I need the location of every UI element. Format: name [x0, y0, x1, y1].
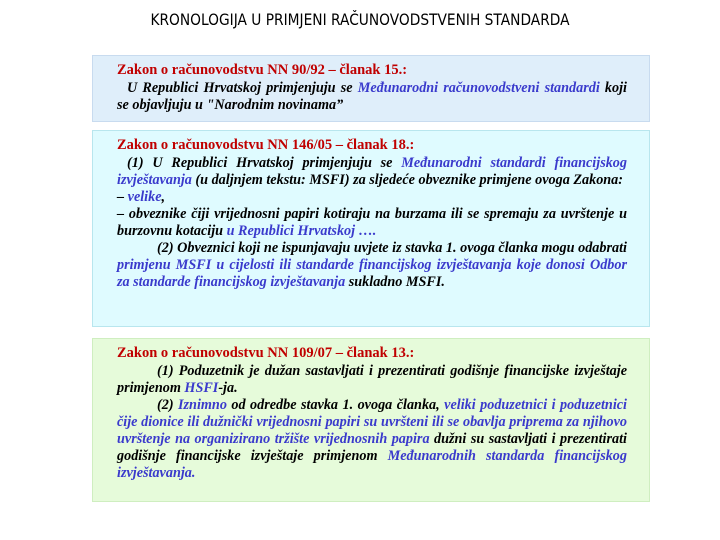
highlighted-text: Međunarodni standardi financijskog izvještavanja: [117, 155, 627, 188]
text-run: (1) U Republici Hrvatskoj primjenjuju se: [127, 155, 402, 171]
text-run: ,: [161, 189, 166, 205]
list-item: [117, 206, 627, 240]
highlighted-text: velike: [127, 189, 162, 205]
highlighted-text: Međunarodni računovodstveni standardi: [357, 80, 600, 96]
text-run: (1) Poduzetnik je dužan sastavljati i prezentirati godišnje financijske izvještaje primjenom: [117, 363, 627, 396]
highlighted-text: primjenu MSFI u cijelosti ili standarde financijskog izvještavanja koje donosi Odbor za standarde financijskog izvještavanja: [117, 257, 627, 290]
law-heading: Zakon o računovodstvu NN 146/05 – članak 18.:: [117, 137, 415, 153]
law-paragraph: [117, 240, 627, 291]
text-run: U Republici Hrvatskoj primjenjuju se: [127, 80, 358, 96]
highlighted-text: HSFI: [184, 380, 219, 396]
text-run: –: [117, 189, 128, 205]
text-run: (2) Obveznici koji ne ispunjavaju uvjete iz stavka 1. ovoga članka mogu odabrati: [157, 240, 627, 256]
law-box-nn-146-05: [92, 130, 650, 327]
text-run: od odredbe stavka 1. ovoga članka,: [226, 397, 445, 413]
text-run: koji se objavljuju u "Narodnim novinama”: [117, 80, 628, 113]
law-heading: Zakon o računovodstvu NN 109/07 – članak 13.:: [117, 345, 415, 361]
text-run: – obveznike čiji vrijednosni papiri kotiraju na burzama ili se spremaju za uvrštenje u burzovnu kotaciju: [117, 206, 627, 239]
text-run: sukladno MSFI.: [345, 274, 445, 290]
highlighted-text: u Republici Hrvatskoj ….: [226, 223, 377, 239]
text-run: (2): [157, 397, 179, 413]
list-item: [117, 189, 627, 206]
law-heading: Zakon o računovodstvu NN 90/92 – članak 15.:: [117, 62, 408, 78]
text-run: dužni su sastavljati i prezentirati godišnje financijske izvještaje primjenom: [117, 431, 627, 464]
highlighted-text: Iznimno: [178, 397, 227, 413]
page-title: KRONOLOGIJA U PRIMJENI RAČUNOVODSTVENIH STANDARDA: [150, 10, 570, 29]
law-paragraph: [117, 80, 627, 114]
law-paragraph: [117, 363, 627, 397]
text-run: (u daljnjem tekstu: MSFI) za sljedeće obveznike primjene ovoga Zakona:: [191, 172, 623, 188]
text-run: -ja.: [218, 380, 238, 396]
law-box-nn-109-07: [92, 338, 650, 502]
law-box-nn-90-92: [92, 55, 650, 122]
highlighted-text: veliki poduzetnici i poduzetnici čije dionice ili dužnički vrijednosni papiri su uvršteni ili se obavlja pripremа za njihovo uvrštenje na organizirano tržište vrijednosnih papira: [117, 397, 628, 447]
highlighted-text: Međunarodnih standarda financijskog izvještavanja.: [117, 448, 627, 481]
law-paragraph: [117, 397, 627, 482]
law-paragraph: [117, 155, 627, 189]
